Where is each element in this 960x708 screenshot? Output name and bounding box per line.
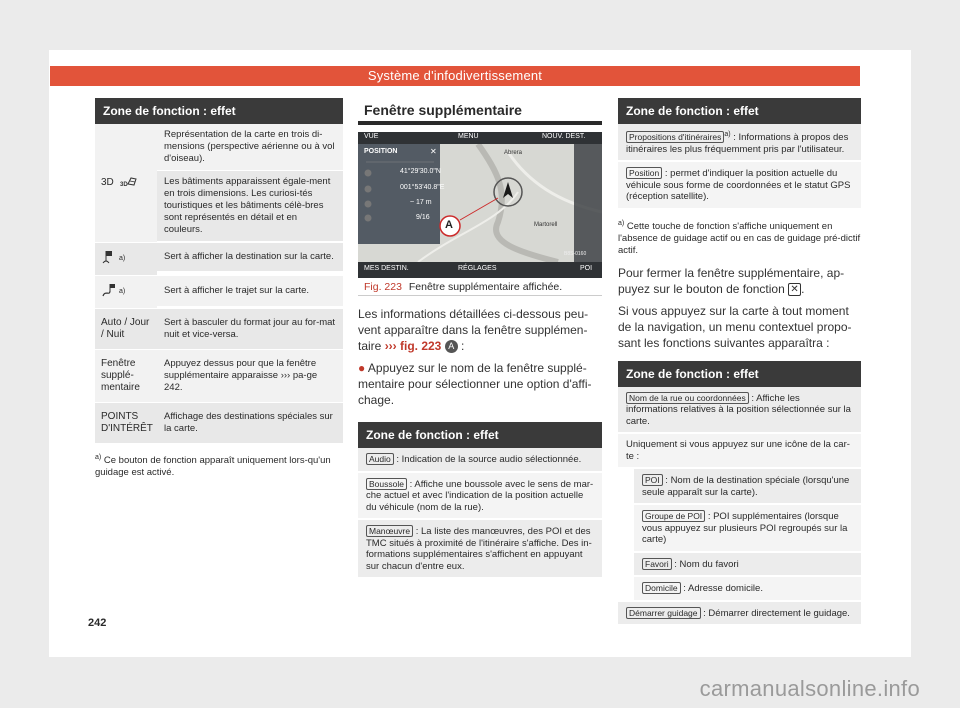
row-text: Uniquement si vous appuyez sur une icône de la car-te : [626,439,850,462]
middle-table-head: Zone de fonction : effet [358,422,602,448]
left-table-head: Zone de fonction : effet [95,98,343,124]
table-row [95,309,343,350]
function-button-label: Domicile [642,582,681,594]
paragraph-end: . [801,281,805,296]
row-text: : Adresse domicile. [683,583,763,595]
middle-column [358,98,602,579]
footnote-marker: a) [95,454,102,461]
bullet-icon: ● [358,361,366,375]
top-button-vue[interactable]: VUE [364,133,379,140]
row-key-destination [95,243,157,275]
table-row [634,553,861,578]
function-button-label: Manœuvre [366,525,413,537]
figure-code: B8S-0160 [564,251,587,257]
row-text: : POI supplémentaires (lorsque vous appuyez sur plusieurs POI regroupés sur la carte) [642,511,848,546]
town-label: Abrera [504,150,523,156]
row-text: Appuyez dessus pour que la fenêtre supplémentaire apparaisse ››› pa-ge 242. [157,350,343,402]
bottom-button-poi[interactable]: POI [580,265,593,272]
paragraph [618,265,861,297]
row-text: Sert à afficher le trajet sur la carte. [157,276,343,306]
table-row [634,577,861,602]
row-text: : Nom du favori [674,558,739,570]
position-title: POSITION [364,148,398,155]
callout-a-label: A [445,219,453,231]
section-title: Fenêtre supplémentaire [358,98,602,125]
function-button-label: Position [626,167,662,179]
table-row [95,276,343,309]
function-button-label: Audio [366,453,394,465]
row-text: : La liste des manœuvres, des POI et des TMC situés à proximité de l'itinéraire s'affiche. Des in-formations supplémentaires s'affichent en appuyant sur chacun d'entre eux. [366,526,592,572]
figure-caption-text: Fenêtre supplémentaire affichée. [408,281,563,293]
table-row [618,434,861,469]
table-row [358,473,602,521]
footnote-marker: a) [119,255,126,262]
row-text: Sert à basculer du format jour au for-mat nuit et vice-versa. [157,309,343,349]
bottom-button-my-dest[interactable]: MES DESTIN. [364,265,409,272]
table-row [634,505,861,553]
table-row [95,350,343,403]
row-text: Sert à afficher la destination sur la carte. [157,243,343,271]
row-text: : Affiche une boussole avec le sens de mar-che actuel et avec l'indication de la position actuelle du véhicule (nom de la rue). [366,478,594,513]
table-row [618,124,861,162]
row-key-window: Fenêtre supplé-mentaire [95,350,157,402]
row-text: : Indication de la source audio sélectionnée. [396,454,582,465]
right-table2-head: Zone de fonction : effet [618,361,861,387]
footnote-text: Cette touche de fonction s'affiche uniquement en l'absence de guidage actif ou en cas de guidage pré-dictif actif. [618,220,861,256]
satellite-value: 9/16 [416,214,430,221]
row-key-poi: POINTS D'INTÉRÊT [95,403,157,443]
row-key-3d [95,124,157,242]
function-button-label: Groupe de POI [642,510,705,522]
page-number: 242 [88,617,107,629]
footnote-marker: a) [119,288,126,295]
altitude-value: ~ 17 m [410,199,432,206]
row-key-route [95,276,157,308]
longitude-value: 001°53'40.8"E [400,184,445,191]
table-row [358,520,602,579]
row-text: : Démarrer directement le guidage. [703,607,850,619]
row-text: : permet d'indiquer la position actuelle du véhicule sous forme de coordonnées et le statut GPS (réception satellite). [626,168,851,203]
row-key-auto: Auto / Jour / Nuit [95,309,157,349]
bullet-text: Appuyez sur le nom de la fenêtre supplé-mentaire pour sélectionner une option d'affi-chage. [358,361,592,407]
callout-badge: A [445,340,458,353]
town-label: Martorell [534,222,558,228]
right-column [618,98,861,626]
3d-map-icon [120,175,138,191]
table-row [618,387,861,435]
figure-number: Fig. 223 [364,281,402,293]
figure-link[interactable]: ››› fig. 223 [384,339,442,353]
paragraph [358,306,602,354]
table-row [95,243,343,276]
paragraph-end: : [461,339,465,353]
latitude-value: 41°29'30.0"N [400,168,441,175]
row-text: Les bâtiments apparaissent égale-ment en trois dimensions. Les curiosi-tés touristiques et les bâtiments célè-bres sont représentés en détail et en couleurs. [157,171,343,242]
footnote-marker: a) [618,219,625,227]
table-row [618,162,861,210]
paragraph: Si vous appuyez sur la carte à tout moment de la navigation, un menu contextuel propo-sant les fonctions suivantes apparaîtra : [618,303,852,350]
bottom-button-settings[interactable]: RÉGLAGES [458,265,497,272]
route-flag-icon [101,282,119,302]
left-column [95,98,343,479]
row-key-label: 3D [101,177,114,188]
footnote-marker: a) [724,131,731,138]
table-row [618,602,861,627]
watermark: carmanualsonline.info [699,676,920,701]
function-button-label: Favori [642,558,672,570]
row-text: Affichage des destinations spéciales sur la carte. [157,403,343,443]
row-text: : Affiche les informations relatives à la position sélectionnée sur la carte. [626,392,851,427]
close-button-icon: ✕ [788,283,801,296]
navigation-screen-figure [358,132,602,278]
row-text: Représentation de la carte en trois di-mensions (perspective aérienne ou à vol d'oiseau). [157,124,343,171]
table-row [95,124,343,243]
table-row [95,403,343,444]
figure-caption [358,278,602,296]
bullet-item [358,360,602,408]
footnote [618,218,861,257]
top-button-menu[interactable]: MENU [458,133,479,140]
right-table1-head: Zone de fonction : effet [618,98,861,124]
function-button-label: POI [642,474,663,486]
footnote-text: Ce bouton de fonction apparaît uniquement lors-qu'un guidage est activé. [95,455,331,479]
function-button-label: Nom de la rue ou coordonnées [626,392,749,404]
function-button-label: Boussole [366,478,407,490]
function-button-label: Propositions d'itinéraires [626,131,724,143]
row-text: : Informations à propos des itinéraires les plus fréquemment pris par l'utilisateur. [626,132,849,155]
table-row [358,448,602,473]
top-button-new-dest[interactable]: NOUV. DEST. [542,133,586,140]
table-row [634,469,861,505]
row-text: : Nom de la destination spéciale (lorsqu'une seule apparaît sur la carte). [642,475,850,498]
close-icon[interactable]: ✕ [430,147,437,156]
paragraph-text: Les informations détaillées ci-dessous peu-vent apparaître dans la fenêtre supplémen-taire [358,307,589,353]
function-button-label: Démarrer guidage [626,607,701,619]
footnote [95,452,343,479]
paragraph-text: Pour fermer la fenêtre supplémentaire, ap-puyez sur le bouton de fonction [618,265,845,296]
destination-flag-icon [101,249,119,269]
chapter-header: Système d'infodivertissement [50,66,860,86]
svg-text:3D: 3D [119,182,128,187]
